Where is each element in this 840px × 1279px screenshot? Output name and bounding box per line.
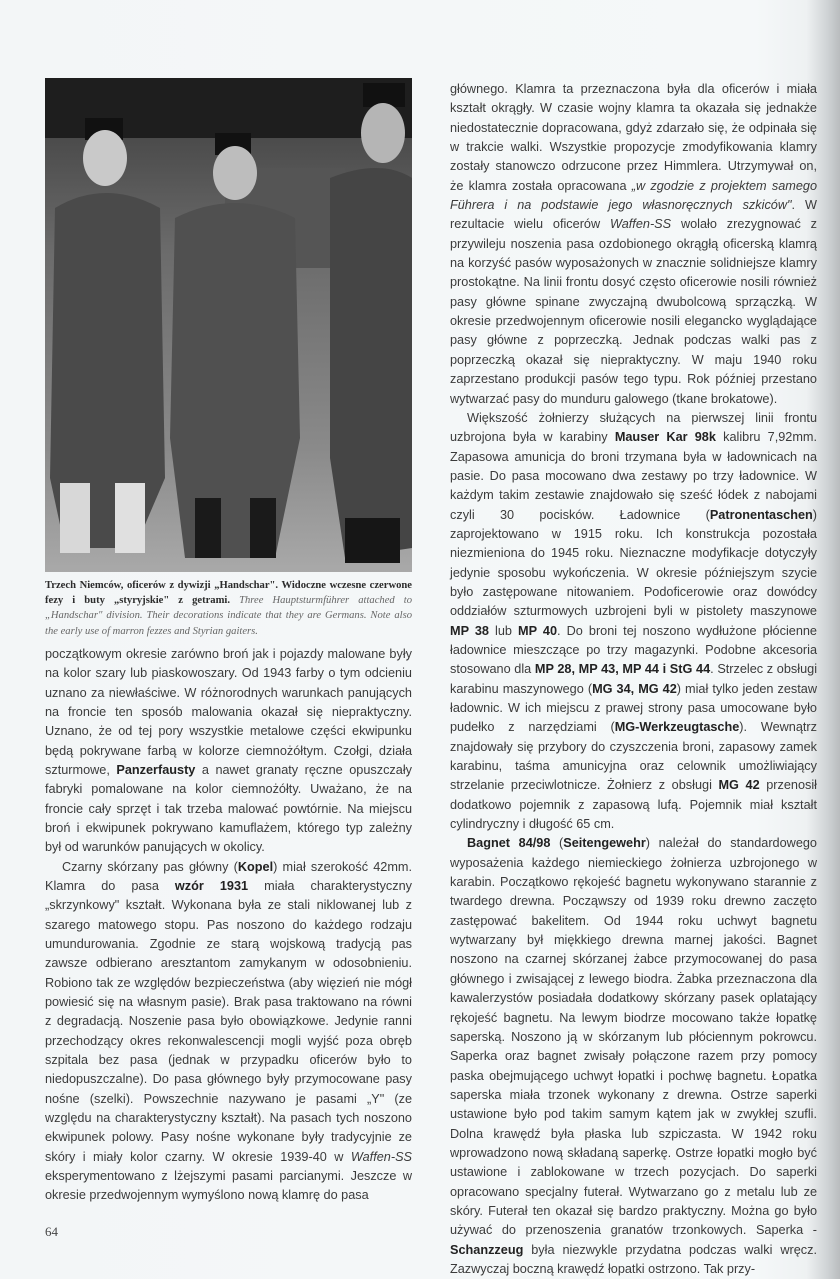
text-run: ) zaprojektowano w 1915 roku. Ich konstrukcja pozostała niezmieniona do 1945 roku. Nieznaczne modyfikacje dotyczyły jedynie sposobu wykończenia. W okresie późniejszym szycie było zastępowane nitowaniem. Podoficerowie oraz dowódcy oddziałów szturmowych uzbrojeni byli w pistolety maszynowe (450, 507, 817, 619)
paragraph (45, 645, 412, 858)
page-number: 64 (45, 1223, 58, 1239)
text-run: początkowym okresie zarówno broń jak i pojazdy malowane były na kolor szary lub piaskowoszary. Od 1943 farby o tym odcieniu uznano za niewłaściwe. W różnorodnych warunkach panujących na froncie ten sposób malowania okazał się niepraktyczny. Uznano, że od tej pory wszystkie metalowe części ekwipunku będą pokrywane farbą w kolorze ciemnożółtym. Czołgi, działa szturmowe, (45, 646, 412, 777)
text-run: głównego. Klamra ta przeznaczona była dla oficerów i miała kształt okrągły. W czasie wojny klamra ta okazała się jednakże niedostatecznie dopracowana, gdyż zdarzało się, że odpinała się w trakcie walki. Wszystkie propozycje zmodyfikowania klamry zostały stanowczo odrzucone przez Himmlera. Utrzymywał on, że klamra została opracowana (450, 82, 817, 193)
bold-term: wzór 1931 (174, 878, 249, 893)
text-run: a nawet granaty ręczne opuszczały fabryki pomalowane na kolor ciemnożółty. Uważano, że na froncie cały sprzęt i tak trzeba malować powtórnie. Na miejscu broń i ekwipunek pokrywano kamuflażem, którego typ zależny był od warunków panujących w okolicy. (45, 762, 412, 855)
text-run: kalibru 7,92mm. Zapasowa amunicja do broni trzymana była w ładownicach na pasie. Do pasa mocowano dwa zestawy po trzy ładownice. W każdym takim zestawie znajdowało się sześć łódek z nabojami czyli 30 pocisków. Ładownice ( (450, 430, 817, 522)
text-run: była niezwykle przydatna podczas walki wręcz. Zazwyczaj boczną krawędź łopatki ostrzono. Tak przy- (450, 1242, 817, 1276)
text-run: Czarny skórzany pas główny ( (62, 859, 238, 874)
paragraph (450, 409, 817, 835)
right-text-column (450, 80, 817, 1279)
italic-text: Waffen-SS (609, 217, 672, 232)
paragraph (450, 834, 817, 1279)
bold-term: Patronentaschen (709, 507, 813, 522)
text-run: ) miał szerokość 42mm. Klamra do pasa (45, 859, 412, 893)
bold-term: MG-Werkzeugtasche (614, 720, 740, 735)
bold-term: Seitengewehr (563, 836, 646, 851)
caption-english: Three Hauptsturmführer attached to „Handschar" division. Their decorations indicate that they are Germans. Note also the early use of marron fezzes and Styrian gaiters. (45, 595, 412, 637)
text-run: ). Wewnątrz znajdowały się przybory do czyszczenia broni, zapasowy zamek karabinu, taśma amunicyjna oraz celownik umożliwiający strzelanie przeciwlotnicze. Żołnierz z obsługi (450, 720, 817, 793)
text-run: . Do broni tej noszono wydłużone płócienne ładownice mieszczące po trzy magazynki. Podobne akcesoria stosowano dla (450, 623, 817, 677)
bold-term: Panzerfausty (116, 762, 196, 777)
text-run: wolało zrezygnować z przywileju noszenia pasa ozdobionego okrągłą oficerską klamrą na korzyść pasów wyposażonych w znacznie solidniejsze klamry prostokątne. Na linii frontu dosyć często oficerowie nosili również pasy główne spinane zwyczajną dwubolcową sprzączką. W okresie przedwojennym oficerowie nosili elegancko wyglądające pasy główne z poprzeczką. Jednak podczas walki pas z poprzeczką okazał się niepraktyczny. W maju 1940 roku zaprzestano produkcji pasów tego typu. Rok później przestano wytwarzać pasy do munduru galowego (tkane brokatowe). (450, 217, 817, 406)
left-text-column (45, 645, 412, 1206)
text-run: Większość żołnierzy służących na pierwszej linii frontu uzbrojona była w karabiny (450, 410, 817, 445)
bold-term: MP 28, MP 43, MP 44 i StG 44 (534, 662, 711, 677)
bold-term: MG 42 (718, 778, 760, 793)
text-run: eksperymentowano z lżejszymi pasami parcianymi. Jeszcze w okresie przedwojennym wymyślono nową klamrę do pasa (45, 1169, 412, 1203)
text-run: miała charakterystyczny „skrzynkowy" kształt. Wykonana była ze stali niklowanej lub z szarego matowego stopu. Pas noszono do każdego rodzaju umundurowania. Zgodnie ze starą wojskową tradycją pas zawsze odbierano aresztantom zamykanym w odosobnieniu. Robiono tak ze względów bezpieczeństwa (aby więzień nie mógł powiesić się na własnym pasie). Brak pasa traktowano na równi z degradacją. Noszenie pasa było obowiązkowe. Jedynie ranni przechodzący okres rekonwalescencji mogli wyjść poza obręb szpitala bez pasa (jednak w przypadku oficerów było to niedopuszczalne). Do pasa głównego były przymocowane pasy nośne (szelki). Powszechnie nazywano je pasami „Y" (ze względu na charakterystyczny kształt). Na pasach tych noszono ekwipunek polowy. Pasy nośne wykonane były tradycyjnie ze skóry i miały kolor czarny. W okresie 1939-40 w (45, 878, 413, 1164)
text-run: . W rezultacie wielu oficerów (450, 198, 817, 232)
bold-term: MP 40 (518, 623, 558, 638)
text-run: ) należał do standardowego wyposażenia każdego niemieckiego żołnierza uzbrojonego w karabin. Początkowo rękojeść bagnetu wykonywano starannie z twardego drewna. Począwszy od 1939 roku drewno zaczęto zastępować bakelitem. Od 1944 roku uchwyt bagnetu wytwarzany był miękkiego drewna marnej jakości. Bagnet noszono na czarnej skórzanej żabce przymocowanej do pasa głównego i zwisającej z lewego biodra. Żabka przeznaczona dla kawalerzystów posiadała dodatkowy skórzany pasek oplatający rękojeść bagnetu. Na lewym biodrze mocowano także łopatkę saperską. Noszono ją w skórzanym lub płóciennym pokrowcu. Saperka oraz bagnet zwisały połączone razem przy pomocy paska obejmującego uchwyt łopatki i pochwę bagnetu. Łopatka saperska miała trzonek wykonany z drewna. Ostrze saperki ustawione było pod takim samym kątem jak w zwykłej szufli. Dolna krawędź była płaska lub szpiczasta. W 1942 roku wprowadzono nową składaną saperkę. Ostrze łopatki mogło być ustawione i zablokowane w trzech pozycjach. Do saperki opracowano specjalny futerał. Wytwarzano go z metalu lub ze skóry. Futerał ten okazał się bardzo praktyczny. Można go było używać do przenoszenia granatów trzonkowych. Saperka - (450, 836, 817, 1238)
caption-polish: Trzech Niemców, oficerów z dywizji „Handschar". Widoczne wczesne czerwone fezy i buty „styryjskie" z getrami. (45, 580, 412, 607)
bold-term: Mauser Kar 98k (614, 430, 716, 445)
text-run: . Strzelec z obsługi karabinu maszynowego ( (450, 662, 818, 696)
bold-term: MG 34, MG 42 (592, 681, 677, 696)
italic-text: „w zgodzie z projektem samego Führera i na podstawie jego własnoręcznych szkiców" (450, 178, 817, 213)
text-run: ) miał tylko jeden zestaw ładownic. W ich miejscu z prawej strony pasa umocowane było pudełko z narzędziami ( (450, 681, 818, 735)
text-run: przenosił dodatkowo pojemnik z zapasową lufą. Pojemnik miał kształt cylindryczny i długość 65 cm. (450, 778, 817, 832)
italic-text: Waffen-SS (350, 1149, 412, 1164)
text-run: ( (550, 836, 564, 851)
bold-term: MP 38 (450, 623, 489, 638)
bold-term: Schanzzeug (450, 1242, 524, 1257)
bold-term: Kopel (237, 859, 274, 874)
text-run: lub (488, 623, 519, 638)
bold-term: Bagnet 84/98 (467, 836, 551, 851)
photo-image (45, 78, 412, 572)
photograph-three-officers (45, 78, 412, 572)
paragraph (450, 80, 817, 409)
photo-caption (45, 578, 412, 639)
left-page-column (45, 78, 412, 1240)
paragraph (45, 858, 412, 1206)
